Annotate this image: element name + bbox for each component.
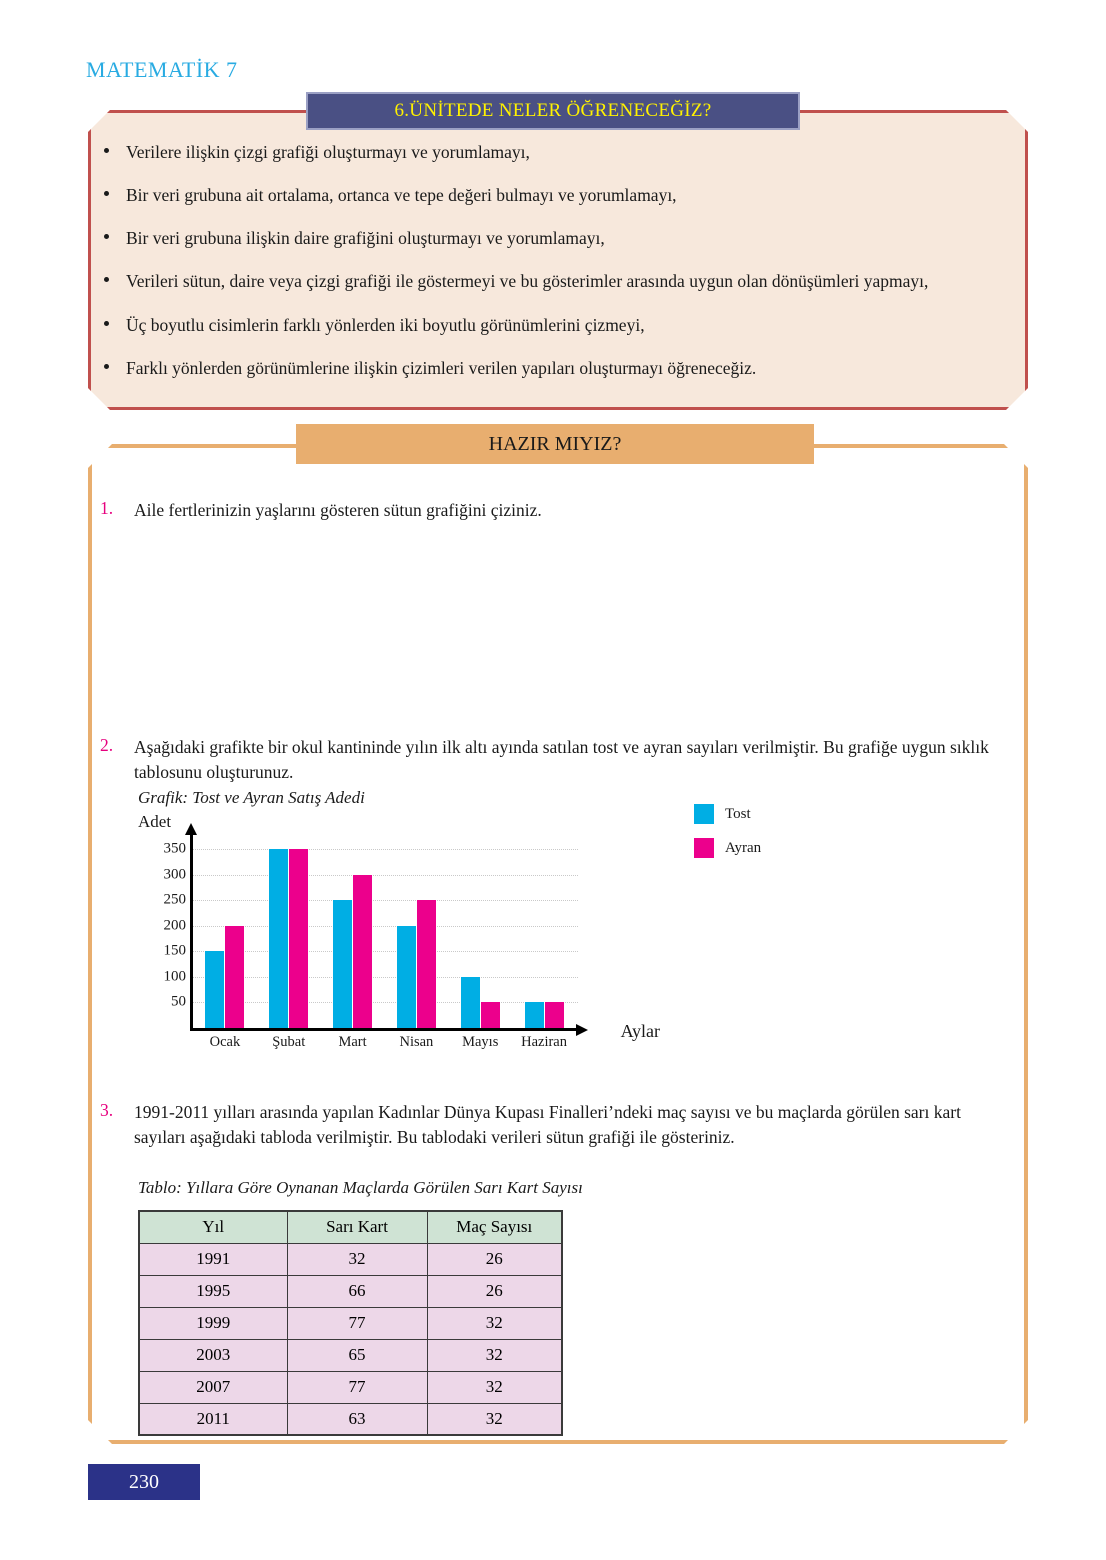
y-tick-label: 300 xyxy=(163,866,186,883)
question-text: 1991-2011 yılları arasında yapılan Kadınlar Dünya Kupası Finalleri’ndeki maç sayısı ve bu maçlarda görülen sarı kart sayıları aşağıdaki tabloda verilmiştir. Bu tablodaki verileri sütun grafiği ile gösteriniz. xyxy=(134,1102,961,1147)
question-number: 2. xyxy=(100,735,114,755)
bar-group xyxy=(257,834,321,1028)
table-cell: 32 xyxy=(427,1339,562,1371)
bar-ayran xyxy=(225,926,244,1028)
bullet-icon xyxy=(104,364,109,369)
x-axis-line xyxy=(190,1028,576,1031)
readiness-title-banner: HAZIR MIYIZ? xyxy=(296,424,814,464)
bar-ayran xyxy=(545,1002,564,1028)
table-column-header: Sarı Kart xyxy=(287,1211,427,1243)
legend-swatch-icon xyxy=(694,838,714,858)
yellow-card-table-block xyxy=(138,1178,583,1436)
chart-title: Grafik: Tost ve Ayran Satış Adedi xyxy=(138,788,365,807)
question-text: Aile fertlerinizin yaşlarını gösteren sütun grafiğini çiziniz. xyxy=(134,500,542,520)
y-tick-label: 100 xyxy=(163,968,186,985)
bar-group xyxy=(321,834,385,1028)
bullet-icon xyxy=(104,148,109,153)
table-cell: 1995 xyxy=(139,1275,287,1307)
bar-tost xyxy=(397,926,416,1028)
chart-bars-layer xyxy=(193,834,576,1028)
page-number-badge: 230 xyxy=(88,1464,200,1500)
objective-text: Bir veri grubuna ait ortalama, ortanca ve tepe değeri bulmayı ve yorumlamayı, xyxy=(126,185,677,206)
table-cell: 77 xyxy=(287,1307,427,1339)
x-tick-label: Mart xyxy=(338,1034,367,1050)
objective-item xyxy=(100,269,1015,293)
table-cell: 77 xyxy=(287,1371,427,1403)
table-cell: 2011 xyxy=(139,1403,287,1435)
objective-text: Verileri sütun, daire veya çizgi grafiği ile göstermeyi ve bu gösterimler arasında uygun olan dönüşümleri yapmayı, xyxy=(126,271,929,292)
x-tick-label: Nisan xyxy=(399,1034,434,1050)
objective-item xyxy=(100,313,1015,337)
table-caption: Tablo: Yıllara Göre Oynanan Maçlarda Görülen Sarı Kart Sayısı xyxy=(138,1178,583,1197)
legend-swatch-icon xyxy=(694,804,714,824)
legend-label: Tost xyxy=(725,805,751,822)
table-cell: 32 xyxy=(427,1307,562,1339)
objective-item xyxy=(100,183,1015,207)
table-column-header: Yıl xyxy=(139,1211,287,1243)
bar-tost xyxy=(333,900,352,1028)
y-tick-label: 350 xyxy=(163,840,186,857)
objective-text: Farklı yönlerden görünümlerine ilişkin çizimleri verilen yapıları oluşturmayı öğreneceğiz. xyxy=(126,357,757,378)
bar-tost xyxy=(461,977,480,1028)
x-axis-arrow-icon xyxy=(576,1024,588,1036)
question-3 xyxy=(100,1100,1005,1150)
bar-group xyxy=(512,834,576,1028)
bullet-icon xyxy=(104,234,109,239)
x-tick-label: Şubat xyxy=(272,1034,306,1050)
chart-y-axis-label: Adet xyxy=(138,812,172,831)
question-number: 1. xyxy=(100,498,114,518)
table-cell: 26 xyxy=(427,1243,562,1275)
table-cell: 32 xyxy=(427,1371,562,1403)
question-2 xyxy=(100,735,1000,785)
x-tick-label: Mayıs xyxy=(462,1034,499,1050)
table-cell: 2007 xyxy=(139,1371,287,1403)
bar-group xyxy=(193,834,257,1028)
y-tick-label: 250 xyxy=(163,891,186,908)
table-column-header: Maç Sayısı xyxy=(427,1211,562,1243)
legend-label: Ayran xyxy=(725,839,762,856)
table-cell: 32 xyxy=(287,1243,427,1275)
objectives-list xyxy=(100,140,1015,399)
bar-ayran xyxy=(417,900,436,1028)
objective-item xyxy=(100,356,1015,380)
course-title: MATEMATİK 7 xyxy=(86,57,238,82)
objective-text: Bir veri grubuna ilişkin daire grafiğini oluşturmayı ve yorumlamayı, xyxy=(126,228,605,249)
legend-item xyxy=(694,804,761,824)
table-cell: 26 xyxy=(427,1275,562,1307)
bullet-icon xyxy=(104,191,109,196)
table-cell: 2003 xyxy=(139,1339,287,1371)
bar-ayran xyxy=(481,1002,500,1028)
y-tick-label: 200 xyxy=(163,917,186,934)
x-tick-label: Ocak xyxy=(209,1034,241,1050)
table-row xyxy=(139,1307,562,1339)
table-cell: 66 xyxy=(287,1275,427,1307)
table-cell: 65 xyxy=(287,1339,427,1371)
objective-text: Üç boyutlu cisimlerin farklı yönlerden iki boyutlu görünümlerini çizmeyi, xyxy=(126,314,645,335)
bar-group xyxy=(384,834,448,1028)
x-tick-label: Haziran xyxy=(521,1034,567,1050)
chart-plot-area xyxy=(148,834,660,1050)
question-text: Aşağıdaki grafikte bir okul kantininde yılın ilk altı ayında satılan tost ve ayran sayıları verilmiştir. Bu grafiğe uygun sıklık tablosunu oluşturunuz. xyxy=(134,737,989,782)
table-cell: 1991 xyxy=(139,1243,287,1275)
chart-x-tick-labels xyxy=(193,1034,576,1051)
objective-item xyxy=(100,140,1015,164)
yellow-card-table xyxy=(138,1210,563,1436)
objective-text: Verilere ilişkin çizgi grafiği oluşturmayı ve yorumlamayı, xyxy=(126,142,530,162)
question-1 xyxy=(100,498,980,523)
table-cell: 1999 xyxy=(139,1307,287,1339)
table-row xyxy=(139,1243,562,1275)
bar-tost xyxy=(525,1002,544,1028)
sales-bar-chart xyxy=(138,788,762,1050)
table-row xyxy=(139,1403,562,1435)
table-row xyxy=(139,1339,562,1371)
legend-item xyxy=(694,838,761,858)
y-tick-label: 50 xyxy=(171,993,186,1010)
table-cell: 32 xyxy=(427,1403,562,1435)
chart-x-axis-label: Aylar xyxy=(620,1021,660,1041)
y-tick-label: 150 xyxy=(163,942,186,959)
table-header-row xyxy=(139,1211,562,1243)
table-cell: 63 xyxy=(287,1403,427,1435)
question-number: 3. xyxy=(100,1100,114,1120)
bar-group xyxy=(448,834,512,1028)
bar-tost xyxy=(205,951,224,1028)
objective-item xyxy=(100,226,1015,250)
chart-legend xyxy=(694,804,761,858)
bullet-icon xyxy=(104,277,109,282)
table-row xyxy=(139,1275,562,1307)
bullet-icon xyxy=(104,321,109,326)
bar-ayran xyxy=(353,875,372,1028)
bar-ayran xyxy=(289,849,308,1028)
table-row xyxy=(139,1371,562,1403)
table-body xyxy=(139,1243,562,1435)
unit-title-banner: 6.ÜNİTEDE NELER ÖĞRENECEĞİZ? xyxy=(306,92,800,130)
bar-tost xyxy=(269,849,288,1028)
